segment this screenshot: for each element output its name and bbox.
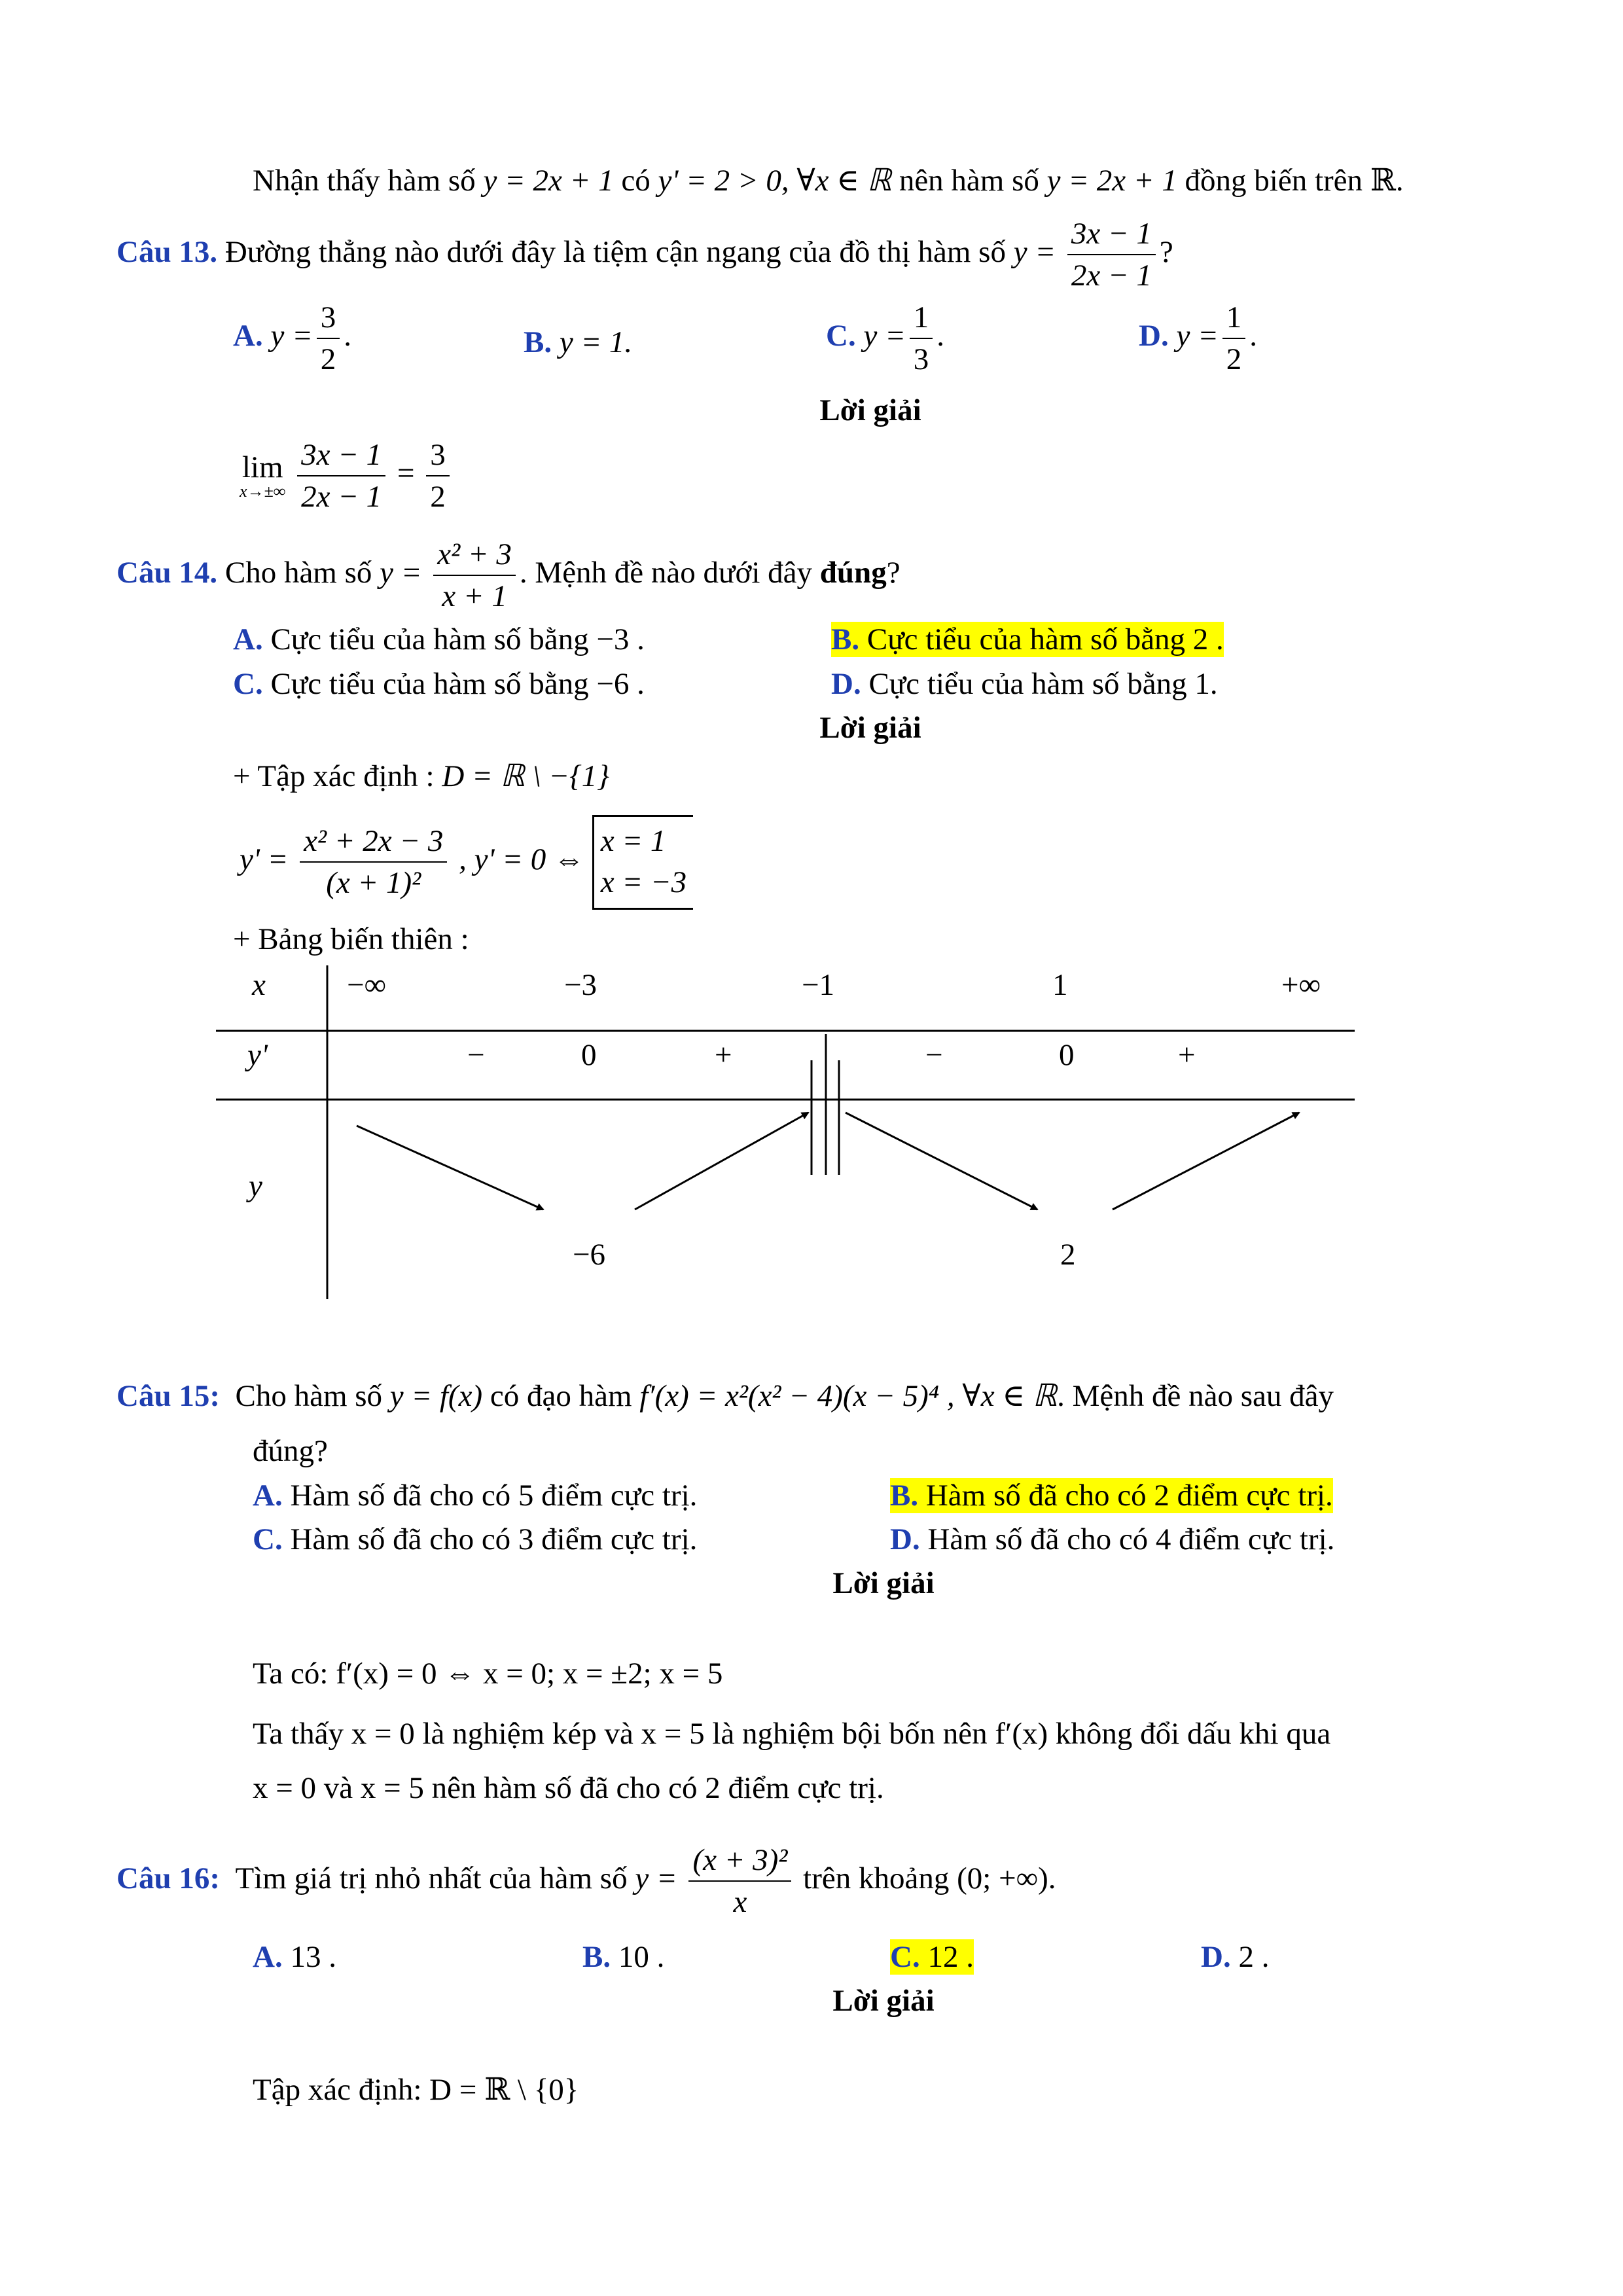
table-sign: + [1178,1038,1196,1072]
q15-option-c[interactable] [253,1522,697,1557]
q15-option-a[interactable] [253,1478,697,1513]
question-text: Tìm giá trị nhỏ nhất của hàm số [235,1861,628,1895]
q15-option-d[interactable] [890,1522,1334,1557]
numerator: 3x − 1 [1067,216,1156,255]
formula-lhs: y' = [240,842,289,877]
table-y-label: y [249,1169,262,1203]
denominator: (x + 1)² [326,866,421,901]
intro-formula: y' = 2 > 0, ∀x ∈ ℝ [658,164,892,198]
question-text: trên khoảng [803,1861,950,1895]
emphasis: đúng [819,555,887,590]
question-text: có đạo hàm [490,1379,632,1413]
solution-heading: Lời giải [819,393,921,427]
table-x-value: 1 [1052,968,1068,1002]
option-text: Cực tiểu của hàm số bằng 2 . [866,622,1224,656]
denominator: 2 [320,342,336,377]
table-y-value: 2 [1060,1238,1076,1272]
question-text: Cho hàm số [224,555,372,590]
domain-formula: D = ℝ \ −{1} [442,759,610,793]
q15-solution-line: Ta thấy x = 0 là nghiệm kép và x = 5 là nghiệm bội bốn nên f′(x) không đổi dấu khi qua [253,1717,1331,1751]
option-label: B. [831,622,860,656]
root: x = 1 [600,824,666,858]
option-label: B. [524,325,552,359]
formula: f′(x) = x²(x² − 4)(x − 5)⁴ , ∀x ∈ ℝ [639,1379,1058,1413]
option-label: C. [253,1522,283,1556]
formula-lhs: y = [635,1861,677,1895]
q16-domain: Tập xác định: D = ℝ \ {0} [253,2073,579,2107]
denominator: x [733,1885,747,1920]
table-sign: − [467,1038,485,1072]
question-label: Câu 14. [116,555,218,590]
question-tail: ? [886,555,901,590]
q15-option-b[interactable] [890,1478,1333,1513]
table-sign: − [925,1038,943,1072]
denominator: 2 [1226,342,1242,377]
option-text: 2 . [1238,1940,1270,1974]
limit-subscript: x→±∞ [240,481,286,501]
question-text: . Mệnh đề nào sau đây [1057,1379,1334,1413]
option-label: C. [233,667,263,701]
denominator: 2x − 1 [1071,259,1152,293]
option-text: Hàm số đã cho có 4 điểm cực trị. [927,1522,1335,1556]
equals: = [397,456,415,490]
question-15 [116,1378,1334,1414]
intro-formula: y = 2x + 1 [483,164,614,198]
numerator: 1 [1222,300,1246,339]
formula: y = f(x) [389,1379,483,1413]
decrease-arrow [357,1126,543,1210]
option-label: C. [890,1940,920,1974]
table-sign: 0 [1059,1038,1075,1072]
domain-label: + Tập xác định : [233,759,435,793]
option-label: D. [1139,318,1169,353]
formula-lhs: y = [1013,234,1056,269]
option-label: B. [890,1479,919,1513]
option-text: Cực tiểu của hàm số bằng −3 . [270,622,645,656]
intro-text: đồng biến trên [1185,164,1363,198]
question-text: . Mệnh đề nào dưới đây [519,555,813,590]
fraction [688,1842,791,1920]
denominator: 2x − 1 [301,480,382,514]
q15-solution-line: x = 0 và x = 5 nên hàm số đã cho có 2 điểm cực trị. [253,1771,884,1805]
option-tail: . [344,318,352,353]
limit-word: lim [241,450,283,484]
option-tail: . [936,318,945,353]
option-text: Cực tiểu của hàm số bằng 1. [868,667,1218,701]
option-text: 13 . [290,1940,336,1974]
question-label: Câu 13. [116,234,218,269]
question-text: Đường thẳng nào dưới đây là tiệm cận ngang của đồ thị hàm số [224,234,1006,269]
option-label: C. [826,318,856,353]
table-sign: 0 [581,1038,597,1072]
intro-text: Nhận thấy hàm số [253,164,476,198]
option-text: Cực tiểu của hàm số bằng −6 . [270,667,645,701]
q15-solution-line: Ta có: f′(x) = 0 ⇔ x = 0; x = ±2; x = 5 [253,1657,723,1691]
formula: (0; +∞). [957,1861,1056,1895]
q16-option-c[interactable] [890,1939,974,1975]
intro-formula: y = 2x + 1 [1046,164,1177,198]
question-label: Câu 15: [116,1379,220,1413]
option-text: 10 . [618,1940,665,1974]
denominator: 3 [913,342,929,377]
solution-heading: Lời giải [832,1984,935,2018]
option-label: A. [253,1940,283,1974]
option-label: A. [233,318,263,353]
option-text: y = 1. [559,325,633,359]
option-label: A. [253,1479,283,1513]
increase-arrow [1113,1113,1299,1210]
numerator: 3 [426,437,450,476]
option-label: D. [1201,1940,1231,1974]
table-yp-label: y' [247,1038,268,1072]
numerator: 3 [317,300,340,339]
option-text: Hàm số đã cho có 5 điểm cực trị. [290,1479,698,1513]
table-x-value: −1 [802,968,835,1002]
formula-mid: , y' = 0 ⇔ [459,842,585,877]
table-title: + Bảng biến thiên : [233,922,469,956]
question-text: Cho hàm số [235,1379,383,1413]
question-label: Câu 16: [116,1861,220,1895]
option-lhs: y = [270,318,313,353]
table-x-value: +∞ [1281,968,1321,1002]
table-y-value: −6 [573,1238,606,1272]
option-label: A. [233,622,263,656]
numerator: (x + 3)² [688,1842,791,1882]
numerator: 1 [910,300,933,339]
increase-arrow [635,1113,808,1210]
denominator: 2 [430,480,446,514]
intro-text: nên hàm số [899,164,1039,198]
denominator: x + 1 [442,579,507,614]
q16-option-a[interactable] [253,1939,336,1975]
numerator: x² + 2x − 3 [300,823,447,863]
solution-heading: Lời giải [832,1566,935,1600]
q16-option-d[interactable] [1201,1939,1269,1975]
question-tail: ? [1159,234,1173,269]
formula-lhs: y = [380,555,422,590]
numerator: 3x − 1 [297,437,385,476]
option-text: Hàm số đã cho có 3 điểm cực trị. [290,1522,698,1556]
option-lhs: y = [863,318,906,353]
numerator: x² + 3 [433,537,516,576]
option-tail: . [1249,318,1258,353]
decrease-arrow [846,1113,1037,1210]
intro-formula: ℝ. [1370,164,1404,198]
question-15-cont: đúng? [253,1434,328,1468]
table-x-value: −3 [564,968,597,1002]
option-text: Hàm số đã cho có 2 điểm cực trị. [925,1479,1333,1513]
question-16 [116,1842,1056,1920]
intro-text: có [621,164,651,198]
option-label: D. [831,667,861,701]
q16-option-b[interactable] [582,1939,664,1975]
table-sign: + [715,1038,732,1072]
table-x-label: x [252,968,266,1002]
option-label: B. [582,1940,611,1974]
table-x-value: −∞ [347,968,387,1002]
option-label: D. [890,1522,920,1556]
root: x = −3 [600,865,687,900]
option-text: 12 . [927,1940,974,1974]
solution-heading: Lời giải [819,711,921,745]
option-lhs: y = [1176,318,1219,353]
